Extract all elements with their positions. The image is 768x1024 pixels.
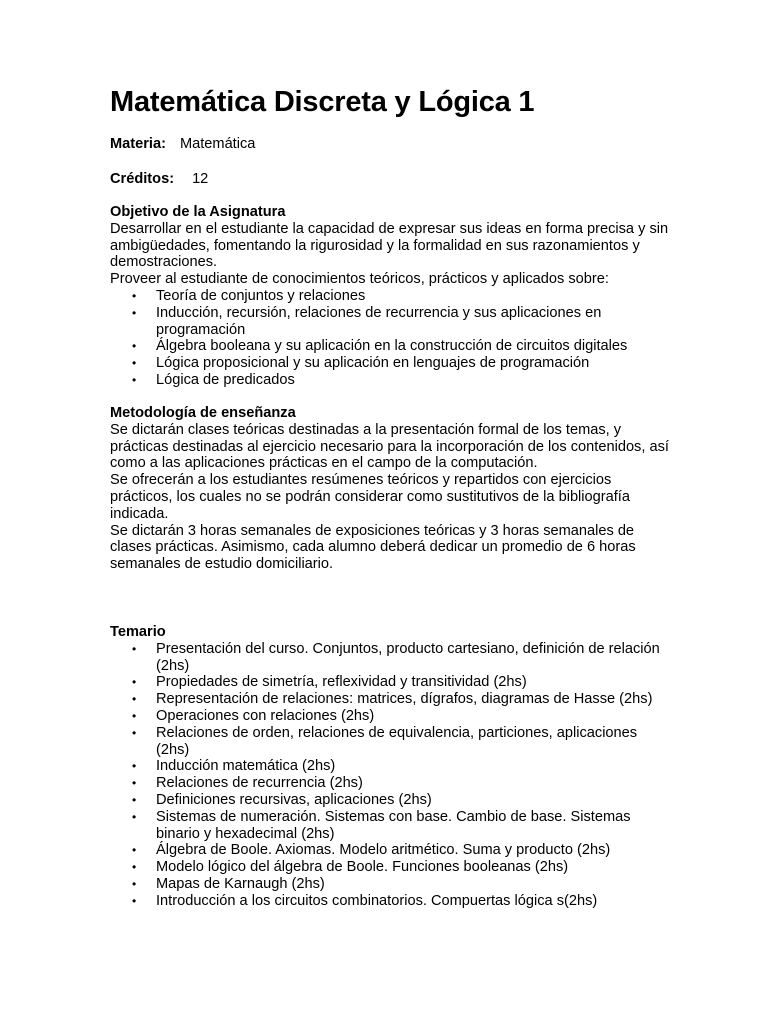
syllabus-section [110, 624, 670, 910]
list-item: • Teoría de conjuntos y relaciones [110, 288, 670, 305]
objective-paragraph: Desarrollar en el estudiante la capacidad de expresar sus ideas en forma precisa y sin ambigüedades, fomentando la rigurosidad y la formalidad en sus razonamientos y demostraciones. [110, 220, 669, 271]
list-item: • Introducción a los circuitos combinatorios. Compuertas lógica s(2hs) [110, 893, 670, 910]
list-item: • Presentación del curso. Conjuntos, producto cartesiano, definición de relación (2hs) [110, 641, 670, 675]
subject-label: Materia: [110, 136, 166, 152]
methodology-paragraph: Se ofrecerán a los estudiantes resúmenes teóricos y repartidos con ejercicios prácticos, los cuales no se podrán considerar como sustitutivos de la bibliografía indicada. [110, 472, 630, 522]
list-item: • Definiciones recursivas, aplicaciones (2hs) [110, 792, 670, 809]
subject-field [110, 136, 255, 153]
methodology-heading: Metodología de enseñanza [110, 405, 296, 421]
document-title: Matemática Discreta y Lógica 1 [110, 86, 535, 118]
methodology-section [110, 405, 670, 573]
objective-section [110, 204, 670, 389]
list-item: • Inducción matemática (2hs) [110, 758, 670, 775]
list-item: • Modelo lógico del álgebra de Boole. Funciones booleanas (2hs) [110, 859, 670, 876]
methodology-paragraph: Se dictarán 3 horas semanales de exposiciones teóricas y 3 horas semanales de clases prácticas. Asimismo, cada alumno deberá dedicar un promedio de 6 horas semanales de estudio domiciliario. [110, 522, 636, 573]
subject-value: Matemática [179, 136, 256, 152]
list-item: • Álgebra booleana y su aplicación en la construcción de circuitos digitales [110, 338, 670, 355]
list-item: • Representación de relaciones: matrices, dígrafos, diagramas de Hasse (2hs) [110, 691, 670, 708]
credits-value: 12 [192, 171, 209, 187]
list-item: • Operaciones con relaciones (2hs) [110, 708, 670, 725]
syllabus-heading: Temario [110, 624, 166, 640]
list-item: • Relaciones de recurrencia (2hs) [110, 775, 670, 792]
credits-label: Créditos: [110, 171, 175, 187]
credits-field [110, 171, 208, 188]
syllabus-list [110, 641, 670, 910]
list-item: • Propiedades de simetría, reflexividad y transitividad (2hs) [110, 674, 670, 691]
objective-paragraph: Proveer al estudiante de conocimientos teóricos, prácticos y aplicados sobre: [110, 271, 609, 288]
list-item: • Mapas de Karnaugh (2hs) [110, 876, 670, 893]
objective-heading: Objetivo de la Asignatura [110, 204, 286, 220]
list-item: • Lógica de predicados [110, 372, 670, 389]
list-item: • Inducción, recursión, relaciones de recurrencia y sus aplicaciones en programación [110, 305, 670, 339]
list-item: • Lógica proposicional y su aplicación en lenguajes de programación [110, 355, 670, 372]
list-item: • Álgebra de Boole. Axiomas. Modelo aritmético. Suma y producto (2hs) [110, 842, 670, 859]
list-item: • Relaciones de orden, relaciones de equivalencia, particiones, aplicaciones (2hs) [110, 725, 670, 759]
objective-list [110, 288, 670, 389]
list-item: • Sistemas de numeración. Sistemas con base. Cambio de base. Sistemas binario y hexadecimal (2hs) [110, 809, 670, 843]
methodology-paragraph: Se dictarán clases teóricas destinadas a la presentación formal de los temas, y prácticas destinadas al ejercicio necesario para la incorporación de los contenidos, así como a las aplicaciones prácticas en el campo de la computación. [110, 421, 669, 472]
